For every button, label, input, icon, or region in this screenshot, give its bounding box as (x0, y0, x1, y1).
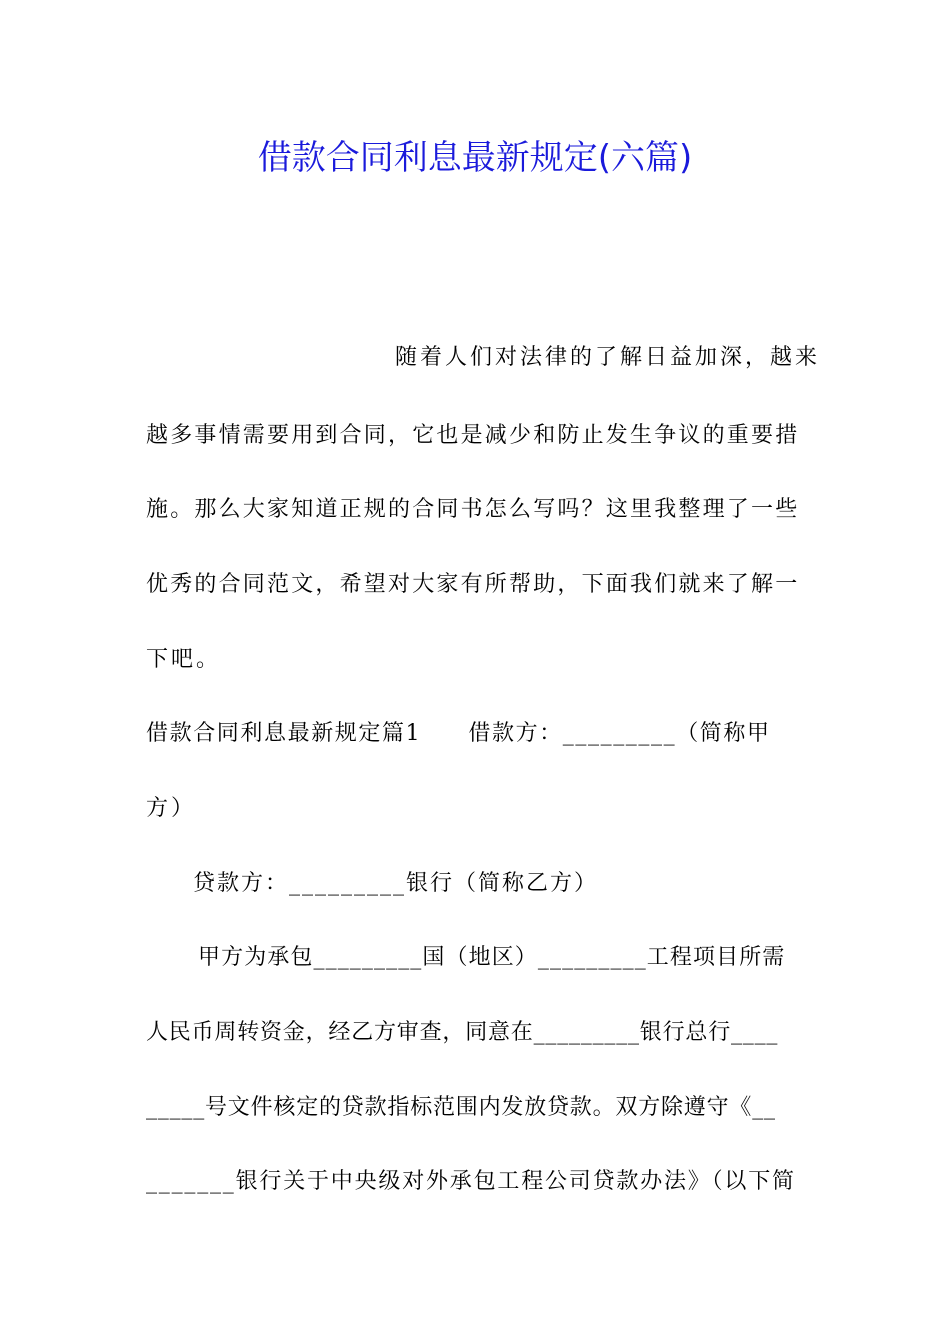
document-title: 借款合同利息最新规定(六篇) (257, 138, 693, 178)
body-line-4: 优秀的合同范文，希望对大家有所帮助，下面我们就来了解一 (146, 572, 800, 597)
body-line-10: 人民币周转资金，经乙方审查，同意在_________银行总行____ (146, 1020, 779, 1045)
body-line-2: 越多事情需要用到合同，它也是减少和防止发生争议的重要措 (146, 423, 800, 448)
body-line-7: 方） (146, 796, 197, 821)
body-line-5: 下吧。 (146, 647, 222, 672)
body-line-3: 施。那么大家知道正规的合同书怎么写吗？这里我整理了一些 (146, 497, 800, 522)
body-line-11: _____号文件核定的贷款指标范围内发放贷款。双方除遵守《__ (146, 1095, 776, 1120)
body-line-1: 随着人们对法律的了解日益加深，越来 (395, 345, 821, 370)
body-line-6: 借款合同利息最新规定篇1 借款方：_________（简称甲 (146, 721, 771, 746)
body-line-8: 贷款方：_________银行（简称乙方） (193, 871, 599, 896)
body-line-12: _______银行关于中央级对外承包工程公司贷款办法》（以下简 (146, 1169, 796, 1194)
body-line-9: 甲方为承包_________国（地区）_________工程项目所需 (198, 945, 786, 970)
